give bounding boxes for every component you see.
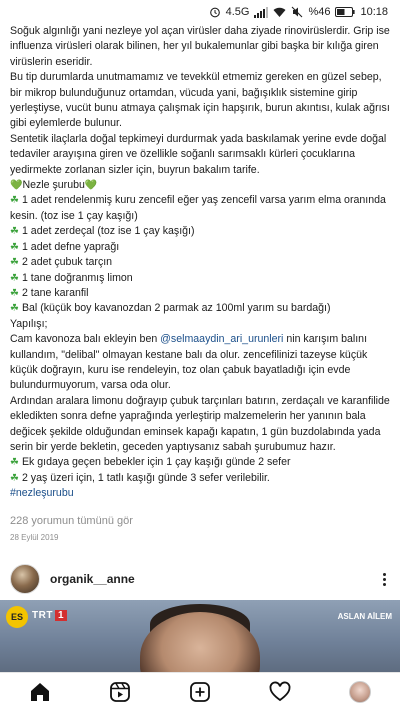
ingredient-text: Bal (küçük boy kavanozdan 2 parmak az 100ml yarım su bardağı) <box>21 302 331 315</box>
clover-icon: ☘ <box>10 241 19 253</box>
recipe-title: Nezle şurubu <box>22 179 85 192</box>
dosage-item <box>10 455 394 470</box>
heart-icon <box>269 681 291 703</box>
reels-icon <box>109 681 131 703</box>
show-logo: ASLAN AİLEM <box>337 612 392 621</box>
ingredient-item <box>10 240 394 255</box>
recipe-title-line <box>10 178 394 193</box>
trt-number: 1 <box>55 610 67 621</box>
dosage-item <box>10 471 394 486</box>
clover-icon: ☘ <box>10 303 19 315</box>
method-paragraph-2: Ardından aralara limonu doğrayıp çubuk tarçınları batırın, zerdaçalı ve karanfilide ekledikten sonra defne yaprağında yerleştirip malzemelerin her yanının bala değicek şekilde olduğundan eminsek kapağı kapatın, 1 gün buzdolabında yada serin bir yerde bekletin, geceden yaptıysanız sabah şurubumuz hazır. <box>10 394 390 453</box>
green-heart-icon: 💚 <box>10 180 23 192</box>
ingredient-item <box>10 193 394 224</box>
ingredient-text: 1 adet zerdeçal (toz ise 1 çay kaşığı) <box>21 225 195 238</box>
clock: 10:18 <box>360 6 388 18</box>
method-paragraph-1 <box>10 332 394 394</box>
ingredient-text: 2 tane karanfil <box>21 286 89 299</box>
signal-icon <box>254 7 268 18</box>
clover-icon: ☘ <box>10 287 19 299</box>
ingredient-text: 1 adet rendelenmiş kuru zencefil eğer yaş zencefil varsa yarım elma oranında kesin. (toz ise 1 çay kaşığı) <box>10 194 386 222</box>
method-text: nin karışım balını kullandım, "delibal" olmayan kestane balı da olur. zencefilinizi tazeyse küçük küçük doğrayın, kuru ise rendeleyin, toz olan çabuk bayatladığı için evde bulundurmuyorum, varsa oda olur. <box>10 333 368 392</box>
ingredient-item <box>10 255 394 270</box>
clover-icon: ☘ <box>10 195 19 207</box>
username-link[interactable]: organik__anne <box>50 572 135 586</box>
bottom-navigation <box>0 672 400 711</box>
nav-activity[interactable] <box>260 676 300 708</box>
caption-paragraph-1: Soğuk algınlığı yani nezleye yol açan virüsler daha ziyade rinovirüslerdir. Grip ise influenza virüsleri olarak bilinen, her yıl bukalemunlar gibi başka bir kılığa giren virüslerin eseridir. <box>10 25 390 68</box>
mute-icon <box>291 6 303 18</box>
method-text: Cam kavonoza balı ekleyin ben <box>10 333 161 346</box>
clover-icon: ☘ <box>10 226 19 238</box>
channel-logo-es: ES <box>6 606 28 628</box>
clover-icon: ☘ <box>10 257 19 269</box>
battery-icon <box>335 7 355 17</box>
network-type: 4.5G <box>225 6 250 18</box>
channel-logo-trt <box>32 610 67 621</box>
clover-icon: ☘ <box>10 457 19 469</box>
profile-avatar <box>349 681 371 703</box>
view-all-comments-link[interactable]: 228 yorumun tümünü gör <box>10 515 133 527</box>
nav-reels[interactable] <box>100 676 140 708</box>
battery-percent: %46 <box>308 6 331 18</box>
nav-create[interactable] <box>180 676 220 708</box>
dosage-text: 2 yaş üzeri için, 1 tatlı kaşığı günde 3 sefer verilebilir. <box>21 471 270 484</box>
caption-paragraph-2: Bu tip durumlarda unutmamamız ve tevekkül etmemiz gereken en güzel sebep, bir mikrop bulunduğunuz ortamdan, vücuda yani, bağışıklık sistemine girip yerleştiyse, vucüt bunu atmaya çalışmak için hapşırık, burun akıntısı, kulak ağrısı gibi eylemlerde bulunur. <box>10 71 390 130</box>
trt-text: TRT <box>32 610 53 621</box>
status-bar <box>0 0 400 24</box>
user-avatar[interactable] <box>10 564 40 594</box>
ingredient-item <box>10 224 394 239</box>
post-caption <box>10 10 394 502</box>
alarm-icon <box>209 6 221 18</box>
ingredient-text: 1 tane doğranmış limon <box>21 271 133 284</box>
plus-square-icon <box>189 681 211 703</box>
caption-paragraph-3: Sentetik ilaçlarla doğal tepkimeyi durdurmak yada baskılamak yerine evde doğal tedaviler arayışına giren ve özellikle soğanlı sarımsaklı kürleri çocuklarına yedirmekte zorlanan sizler için, buyrun bakalım tarife. <box>10 132 387 176</box>
dosage-text: Ek gıdaya geçen bebekler için 1 çay kaşığı günde 2 sefer <box>21 456 291 469</box>
ingredient-item <box>10 286 394 301</box>
ingredient-text: 2 adet çubuk tarçın <box>21 256 113 269</box>
home-icon <box>29 681 51 703</box>
nav-profile[interactable] <box>340 676 380 708</box>
nav-home[interactable] <box>20 676 60 708</box>
clover-icon: ☘ <box>10 272 19 284</box>
method-label: Yapılışı; <box>10 317 48 330</box>
wifi-icon <box>273 7 286 18</box>
more-options-icon[interactable] <box>379 569 390 590</box>
post-media[interactable] <box>0 600 400 672</box>
next-post-header <box>0 560 400 598</box>
mention-link[interactable]: @selmaaydin_ari_urunleri <box>160 333 284 346</box>
ingredient-text: 1 adet defne yaprağı <box>21 240 120 253</box>
post-date: 28 Eylül 2019 <box>10 533 59 542</box>
ingredient-item <box>10 301 394 316</box>
green-heart-icon: 💚 <box>84 180 98 192</box>
hashtag-link[interactable]: #nezleşurubu <box>10 487 74 500</box>
clover-icon: ☘ <box>10 472 19 484</box>
ingredient-item <box>10 271 394 286</box>
